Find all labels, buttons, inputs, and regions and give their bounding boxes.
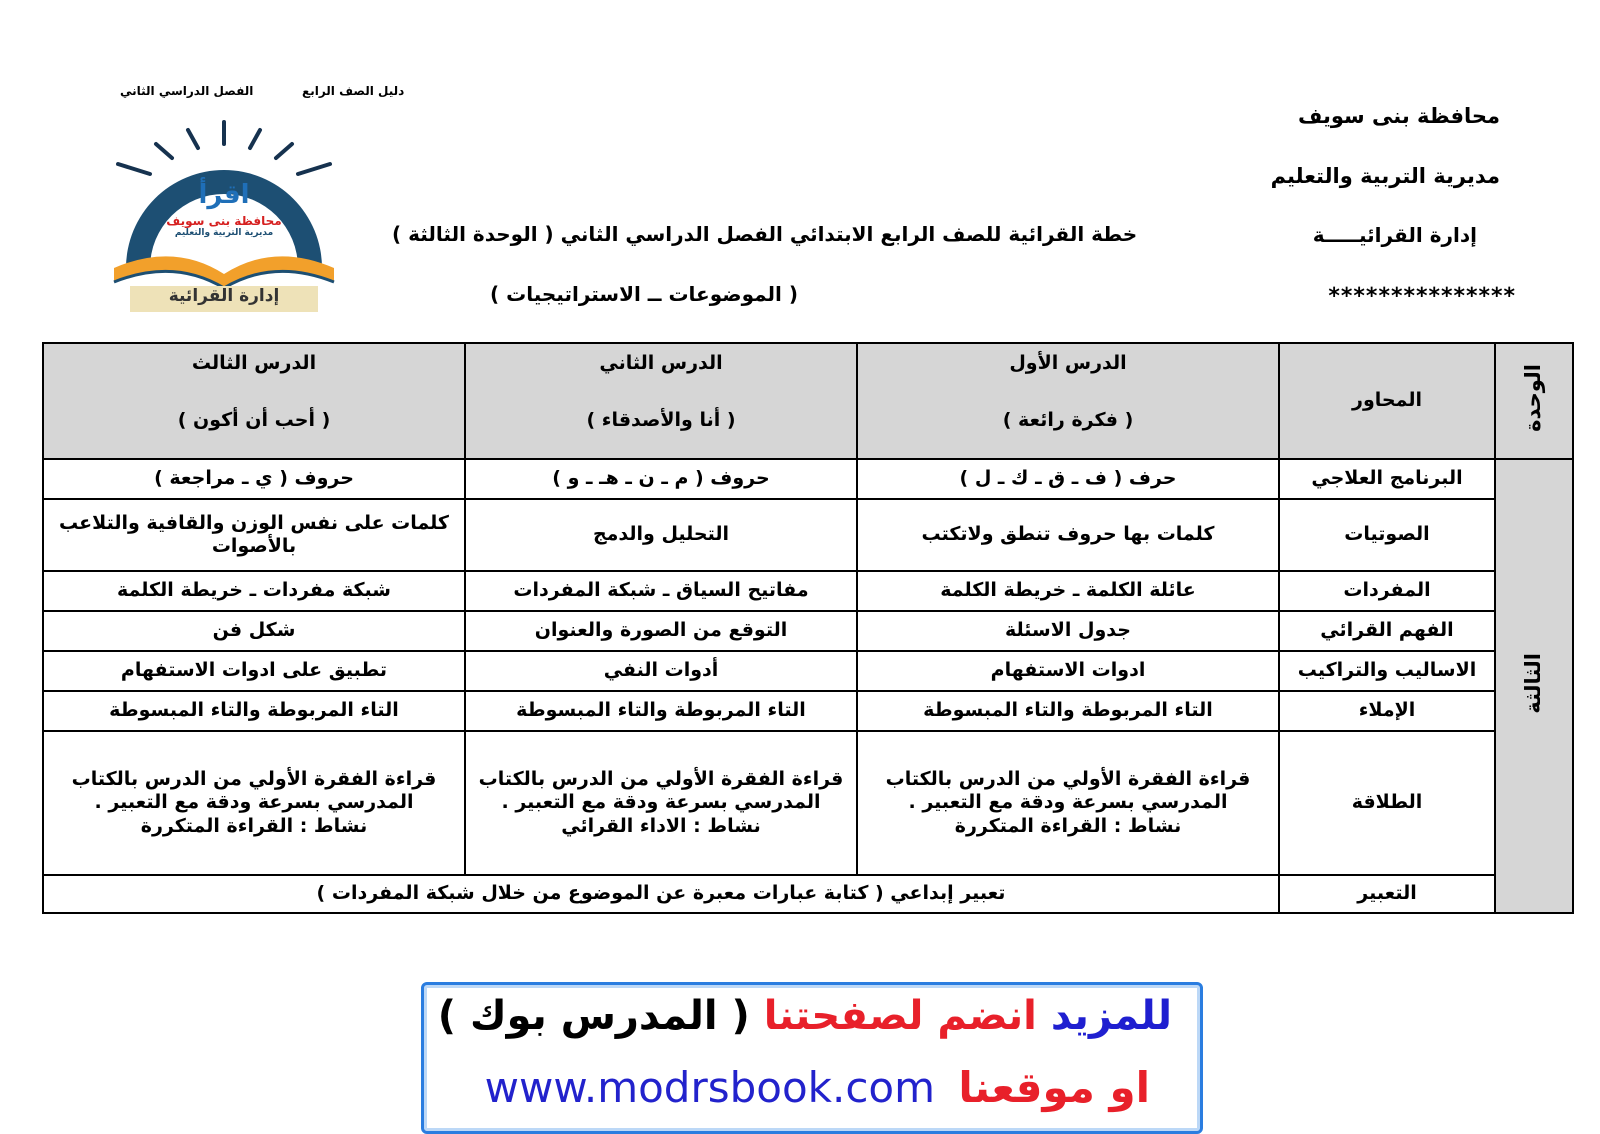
table-cell: التوقع من الصورة والعنوان bbox=[465, 611, 857, 651]
table-cell: ادوات الاستفهام bbox=[857, 651, 1279, 691]
axis-cell: التعبير bbox=[1279, 875, 1495, 913]
table-row bbox=[43, 651, 1573, 691]
table-cell: أدوات النفي bbox=[465, 651, 857, 691]
table-cell: كلمات بها حروف تنطق ولاتكتب bbox=[857, 499, 1279, 571]
axis-cell: الاساليب والتراكيب bbox=[1279, 651, 1495, 691]
table-header-row bbox=[43, 343, 1573, 459]
axis-cell: البرنامج العلاجي bbox=[1279, 459, 1495, 499]
fluency-row bbox=[43, 731, 1573, 875]
axis-cell: الصوتيات bbox=[1279, 499, 1495, 571]
table-row bbox=[43, 691, 1573, 731]
fluency-text: قراءة الفقرة الأولي من الدرس بالكتاب المدرسي بسرعة ودقة مع التعبير . bbox=[71, 768, 437, 814]
banner-or-site: او موقعنا bbox=[958, 1063, 1150, 1112]
page-title: خطة القرائية للصف الرابع الابتدائي الفصل الدراسي الثاني ( الوحدة الثالثة ) bbox=[392, 222, 1138, 246]
term-label: الفصل الدراسي الثاني bbox=[120, 84, 254, 98]
promo-banner[interactable] bbox=[421, 982, 1203, 1134]
banner-page-name: ( المدرس بوك ) bbox=[437, 993, 750, 1039]
department-label: إدارة القرائيـــــة bbox=[1312, 223, 1477, 247]
unit-header-cell bbox=[1495, 343, 1573, 459]
lesson-1-subtitle: ( فكرة رائعة ) bbox=[1002, 409, 1134, 432]
expression-cell: تعبير إبداعي ( كتابة عبارات معبرة عن الموضوع من خلال شبكة المفردات ) bbox=[43, 875, 1279, 913]
table-cell: كلمات على نفس الوزن والقافية والتلاعب بالأصوات bbox=[43, 499, 465, 571]
logo-line1: محافظة بنى سويف bbox=[166, 214, 282, 228]
expression-row bbox=[43, 875, 1573, 913]
table-cell: التاء المربوطة والتاء المبسوطة bbox=[43, 691, 465, 731]
table-cell: حروف ( م ـ ن ـ هـ ـ و ) bbox=[465, 459, 857, 499]
table-cell: التاء المربوطة والتاء المبسوطة bbox=[465, 691, 857, 731]
guide-label: دليل الصف الرابع bbox=[302, 84, 405, 98]
table-cell: حروف ( ي ـ مراجعة ) bbox=[43, 459, 465, 499]
table-cell: التاء المربوطة والتاء المبسوطة bbox=[857, 691, 1279, 731]
plan-table bbox=[42, 342, 1574, 914]
lesson-3-title: الدرس الثالث bbox=[191, 352, 317, 374]
directorate-label: مديرية التربية والتعليم bbox=[1270, 164, 1500, 188]
axis-cell: الفهم القرائي bbox=[1279, 611, 1495, 651]
table-cell: عائلة الكلمة ـ خريطة الكلمة bbox=[857, 571, 1279, 611]
axes-header: المحاور bbox=[1279, 343, 1495, 459]
logo-caption: إدارة القرائية bbox=[168, 286, 280, 306]
fluency-activity: نشاط : القراءة المتكررة bbox=[140, 814, 368, 837]
axis-cell: المفردات bbox=[1279, 571, 1495, 611]
lesson-2-header bbox=[465, 343, 857, 459]
lesson-2-subtitle: ( أنا والأصدقاء ) bbox=[586, 409, 736, 432]
table-cell: شبكة مفردات ـ خريطة الكلمة bbox=[43, 571, 465, 611]
stars-divider: *************** bbox=[1328, 284, 1516, 309]
axis-cell: الإملاء bbox=[1279, 691, 1495, 731]
banner-line2 bbox=[485, 1063, 1150, 1112]
lesson-3-header bbox=[43, 343, 465, 459]
banner-line1 bbox=[438, 993, 1172, 1039]
table-cell: التحليل والدمج bbox=[465, 499, 857, 571]
logo-word: اقرأ bbox=[198, 180, 250, 210]
lesson-1-header bbox=[857, 343, 1279, 459]
lesson-2-title: الدرس الثاني bbox=[599, 352, 723, 374]
governorate-label: محافظة بنى سويف bbox=[1297, 104, 1500, 128]
table-cell: تطبيق على ادوات الاستفهام bbox=[43, 651, 465, 691]
unit-name-cell bbox=[1495, 459, 1573, 913]
page-subtitle: ( الموضوعات ــ الاستراتيجيات ) bbox=[490, 282, 798, 306]
table-cell: شكل فن bbox=[43, 611, 465, 651]
lesson-1-title: الدرس الأول bbox=[1009, 352, 1127, 374]
fluency-cell bbox=[465, 731, 857, 875]
fluency-cell bbox=[43, 731, 465, 875]
table-cell: مفاتيح السياق ـ شبكة المفردات bbox=[465, 571, 857, 611]
table-cell: حرف ( ف ـ ق ـ ك ـ ل ) bbox=[857, 459, 1279, 499]
lesson-3-subtitle: ( أحب أن أكون ) bbox=[177, 409, 331, 432]
unit-header: الوحدة bbox=[1521, 363, 1546, 432]
fluency-text: قراءة الفقرة الأولي من الدرس بالكتاب المدرسي بسرعة ودقة مع التعبير . bbox=[478, 768, 844, 814]
table-row bbox=[43, 499, 1573, 571]
fluency-activity: نشاط : القراءة المتكررة bbox=[954, 814, 1182, 837]
banner-url[interactable]: www.modrsbook.com bbox=[484, 1063, 936, 1112]
unit-name: الثالثة bbox=[1521, 652, 1546, 714]
axis-cell: الطلاقة bbox=[1279, 731, 1495, 875]
banner-join: انضم لصفحتنا bbox=[763, 993, 1037, 1039]
table-row bbox=[43, 611, 1573, 651]
logo-line2: مديرية التربية والتعليم bbox=[174, 228, 274, 238]
iqraa-logo bbox=[104, 118, 344, 314]
fluency-text: قراءة الفقرة الأولي من الدرس بالكتاب المدرسي بسرعة ودقة مع التعبير . bbox=[885, 768, 1251, 814]
banner-more: للمزيد bbox=[1050, 993, 1172, 1039]
fluency-activity: نشاط : الاداء القرائي bbox=[561, 814, 761, 837]
fluency-cell bbox=[857, 731, 1279, 875]
table-row bbox=[43, 459, 1573, 499]
table-cell: جدول الاسئلة bbox=[857, 611, 1279, 651]
table-row bbox=[43, 571, 1573, 611]
